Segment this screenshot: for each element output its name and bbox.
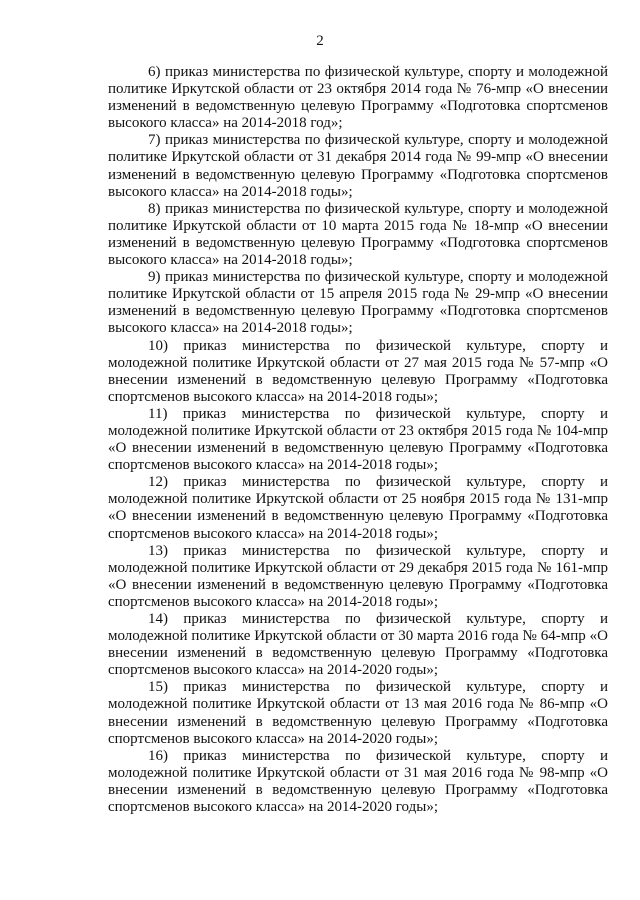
list-item: 14) приказ министерства по физической культуре, спорту и молодежной политике Иркутской области от 30 марта 2016 года № 64-мпр «О внесении изменений в ведомственную целевую Программу «Подготовка спортсменов высокого класса» на 2014-2020 годы»; [108, 611, 608, 679]
list-item: 13) приказ министерства по физической культуре, спорту и молодежной политике Иркутской области от 29 декабря 2015 года № 161-мпр «О внесении изменений в ведомственную целевую Программу «Подготовка спортсменов высокого класса» на 2014-2018 годы»; [108, 542, 608, 610]
list-item: 15) приказ министерства по физической культуре, спорту и молодежной политике Иркутской области от 13 мая 2016 года № 86-мпр «О внесении изменений в ведомственную целевую Программу «Подготовка спортсменов высокого класса» на 2014-2020 годы»; [108, 679, 608, 747]
list-item: 8) приказ министерства по физической культуре, спорту и молодежной политике Иркутской области от 10 марта 2015 года № 18-мпр «О внесении изменений в ведомственную целевую Программу «Подготовка спортсменов высокого класса» на 2014-2018 годы»; [108, 200, 608, 269]
list-item: 9) приказ министерства по физической культуре, спорту и молодежной политике Иркутской области от 15 апреля 2015 года № 29-мпр «О внесении изменений в ведомственную целевую Программу «Подготовка спортсменов высокого класса» на 2014-2018 годы»; [108, 269, 608, 337]
list-item: 7) приказ министерства по физической культуре, спорту и молодежной политике Иркутской области от 31 декабря 2014 года № 99-мпр «О внесении изменений в ведомственную целевую Программу «Подготовка спортсменов высокого класса» на 2014-2018 годы»; [108, 132, 608, 200]
list-item: 16) приказ министерства по физической культуре, спорту и молодежной политике Иркутской области от 31 мая 2016 года № 98-мпр «О внесении изменений в ведомственную целевую Программу «Подготовка спортсменов высокого класса» на 2014-2020 годы»; [108, 747, 608, 816]
document-body [108, 64, 608, 816]
list-item: 6) приказ министерства по физической культуре, спорту и молодежной политике Иркутской области от 23 октября 2014 года № 76-мпр «О внесении изменений в ведомственную целевую Программу «Подготовка спортсменов высокого класса» на 2014-2018 год»; [108, 64, 608, 132]
list-item: 12) приказ министерства по физической культуре, спорту и молодежной политике Иркутской области от 25 ноября 2015 года № 131-мпр «О внесении изменений в ведомственную целевую Программу «Подготовка спортсменов высокого класса» на 2014-2018 годы»; [108, 474, 608, 542]
list-item: 10) приказ министерства по физической культуре, спорту и молодежной политике Иркутской области от 27 мая 2015 года № 57-мпр «О внесении изменений в ведомственную целевую Программу «Подготовка спортсменов высокого класса» на 2014-2018 годы»; [108, 337, 608, 405]
list-item: 11) приказ министерства по физической культуре, спорту и молодежной политике Иркутской области от 23 октября 2015 года № 104-мпр «О внесении изменений в ведомственную целевую Программу «Подготовка спортсменов высокого класса» на 2014-2018 годы»; [108, 405, 608, 474]
page-number: 2 [316, 33, 324, 49]
